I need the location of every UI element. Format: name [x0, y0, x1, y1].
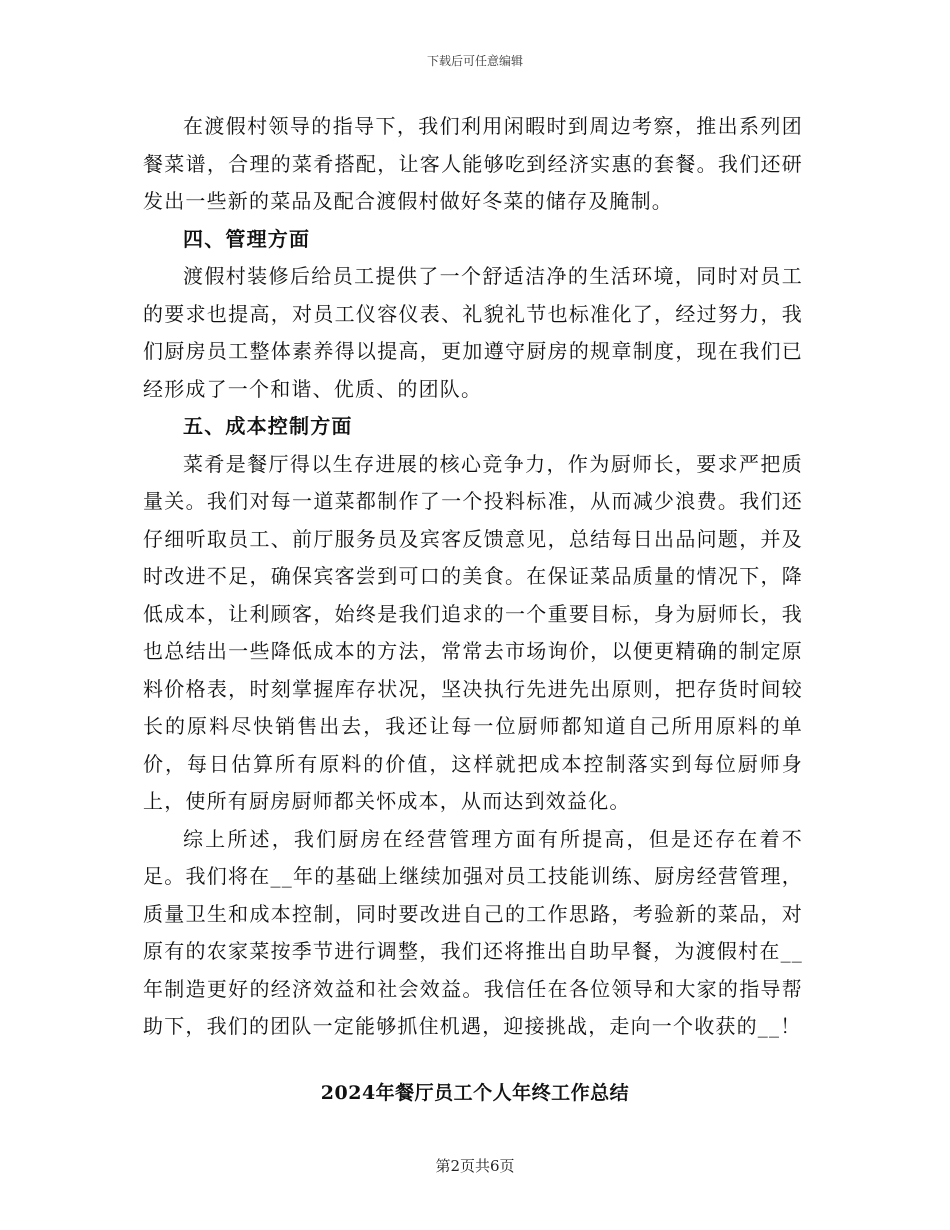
- paragraph-menu-development: 在渡假村领导的指导下，我们利用闲暇时到周边考察，推出系列团餐菜谱，合理的菜肴搭配，让客人能够吃到经济实惠的套餐。我们还研发出一些新的菜品及配合渡假村做好冬菜的储存及腌制。: [143, 114, 803, 213]
- section-heading-management: 四、管理方面: [183, 226, 311, 251]
- page-header-watermark: 下载后可任意编辑: [426, 54, 523, 68]
- section-heading-cost-control: 五、成本控制方面: [183, 414, 353, 438]
- paragraph-summary: 综上所述，我们厨房在经营管理方面有所提高，但是还存在着不足。我们将在__年的基础上继续加强对员工技能训练、厨房经营管理，质量卫生和成本控制，同时要改进自己的工作思路，考验新的菜品，对原有的农家菜按季节进行调整，我们还将推出自助早餐，为渡假村在__年制造更好的经济效益和社会效益。我信任在各位领导和大家的指导帮助下，我们的团队一定能够抓住机遇，迎接挑战，走向一个收获的__！: [143, 826, 803, 1038]
- paragraph-management: 渡假村装修后给员工提供了一个舒适洁净的生活环境，同时对员工的要求也提高，对员工仪容仪表、礼貌礼节也标准化了，经过努力，我们厨房员工整体素养得以提高，更加遵守厨房的规章制度，现在我们已经形成了一个和谐、优质、的团队。: [143, 264, 803, 401]
- page-number-footer: 第2页共6页: [435, 1157, 515, 1175]
- next-document-title: 2024年餐厅员工个人年终工作总结: [320, 1082, 630, 1104]
- document-body: [143, 108, 803, 1046]
- paragraph-cost-control: 菜肴是餐厅得以生存进展的核心竞争力，作为厨师长，要求严把质量关。我们对每一道菜都制作了一个投料标准，从而减少浪费。我们还仔细听取员工、前厅服务员及宾客反馈意见，总结每日出品问题，并及时改进不足，确保宾客尝到可口的美食。在保证菜品质量的情况下，降低成本，让利顾客，始终是我们追求的一个重要目标，身为厨师长，我也总结出一些降低成本的方法，常常去市场询价，以便更精确的制定原料价格表，时刻掌握库存状况，坚决执行先进先出原则，把存货时间较长的原料尽快销售出去，我还让每一位厨师都知道自己所用原料的单价，每日估算所有原料的价值，这样就把成本控制落实到每位厨师身上，使所有厨房厨师都关怀成本，从而达到效益化。: [143, 451, 803, 813]
